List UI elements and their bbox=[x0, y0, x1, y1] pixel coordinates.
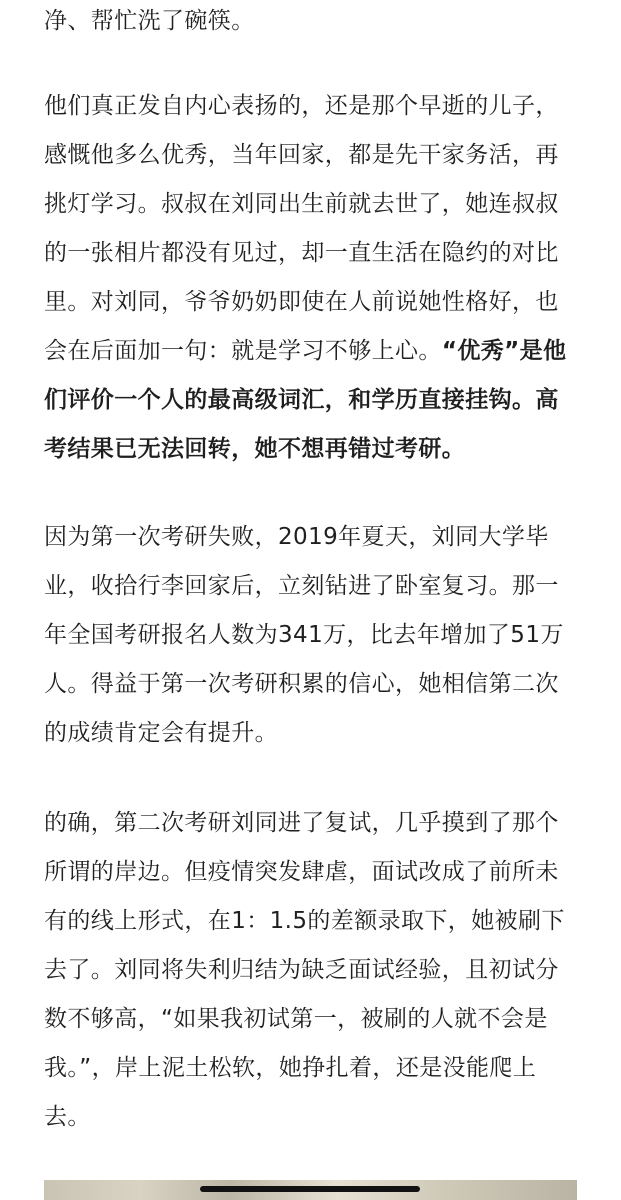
text-line: 去了。刘同将失利归结为缺乏面试经验，且初试分 bbox=[44, 957, 559, 983]
text-line: 挑灯学习。叔叔在刘同出生前就去世了，她连叔叔 bbox=[44, 191, 559, 217]
text-line: 数不够高，“如果我初试第一，被刷的人就不会是 bbox=[44, 1006, 548, 1032]
text-line: 有的线上形式，在1：1.5的差额录取下，她被刷下 bbox=[44, 908, 565, 934]
text-line-mixed bbox=[44, 340, 566, 363]
text-line: 的确，第二次考研刘同进了复试，几乎摸到了那个 bbox=[44, 810, 559, 836]
text-segment: 会在后面加一句：就是学习不够上心。 bbox=[44, 338, 442, 364]
text-line: 所谓的岸边。但疫情突发肆虐，面试改成了前所未 bbox=[44, 859, 559, 885]
bold-text-segment: “优秀”是他 bbox=[441, 338, 567, 364]
home-indicator[interactable] bbox=[200, 1186, 420, 1192]
text-line: 净、帮忙洗了碗筷。 bbox=[44, 8, 255, 34]
text-line: 人。得益于第一次考研积累的信心，她相信第二次 bbox=[44, 671, 559, 697]
text-line: 的成绩肯定会有提升。 bbox=[44, 720, 278, 746]
bold-text-line: 们评价一个人的最高级词汇，和学历直接挂钩。高 bbox=[44, 387, 559, 413]
text-line: 我。”，岸上泥土松软，她挣扎着，还是没能爬上 bbox=[44, 1055, 537, 1081]
text-line: 去。 bbox=[44, 1104, 91, 1130]
text-line: 他们真正发自内心表扬的，还是那个早逝的儿子， bbox=[44, 93, 559, 119]
text-line: 里。对刘同，爷爷奶奶即使在人前说她性格好，也 bbox=[44, 289, 559, 315]
text-line: 的一张相片都没有见过，却一直生活在隐约的对比 bbox=[44, 240, 559, 266]
text-line: 因为第一次考研失败，2019年夏天，刘同大学毕 bbox=[44, 524, 549, 550]
text-line: 感慨他多么优秀，当年回家，都是先干家务活，再 bbox=[44, 142, 559, 168]
text-line: 年全国考研报名人数为341万，比去年增加了51万 bbox=[44, 622, 564, 648]
bold-text-line: 考结果已无法回转，她不想再错过考研。 bbox=[44, 436, 466, 462]
text-line: 业，收拾行李回家后，立刻钻进了卧室复习。那一 bbox=[44, 573, 559, 599]
